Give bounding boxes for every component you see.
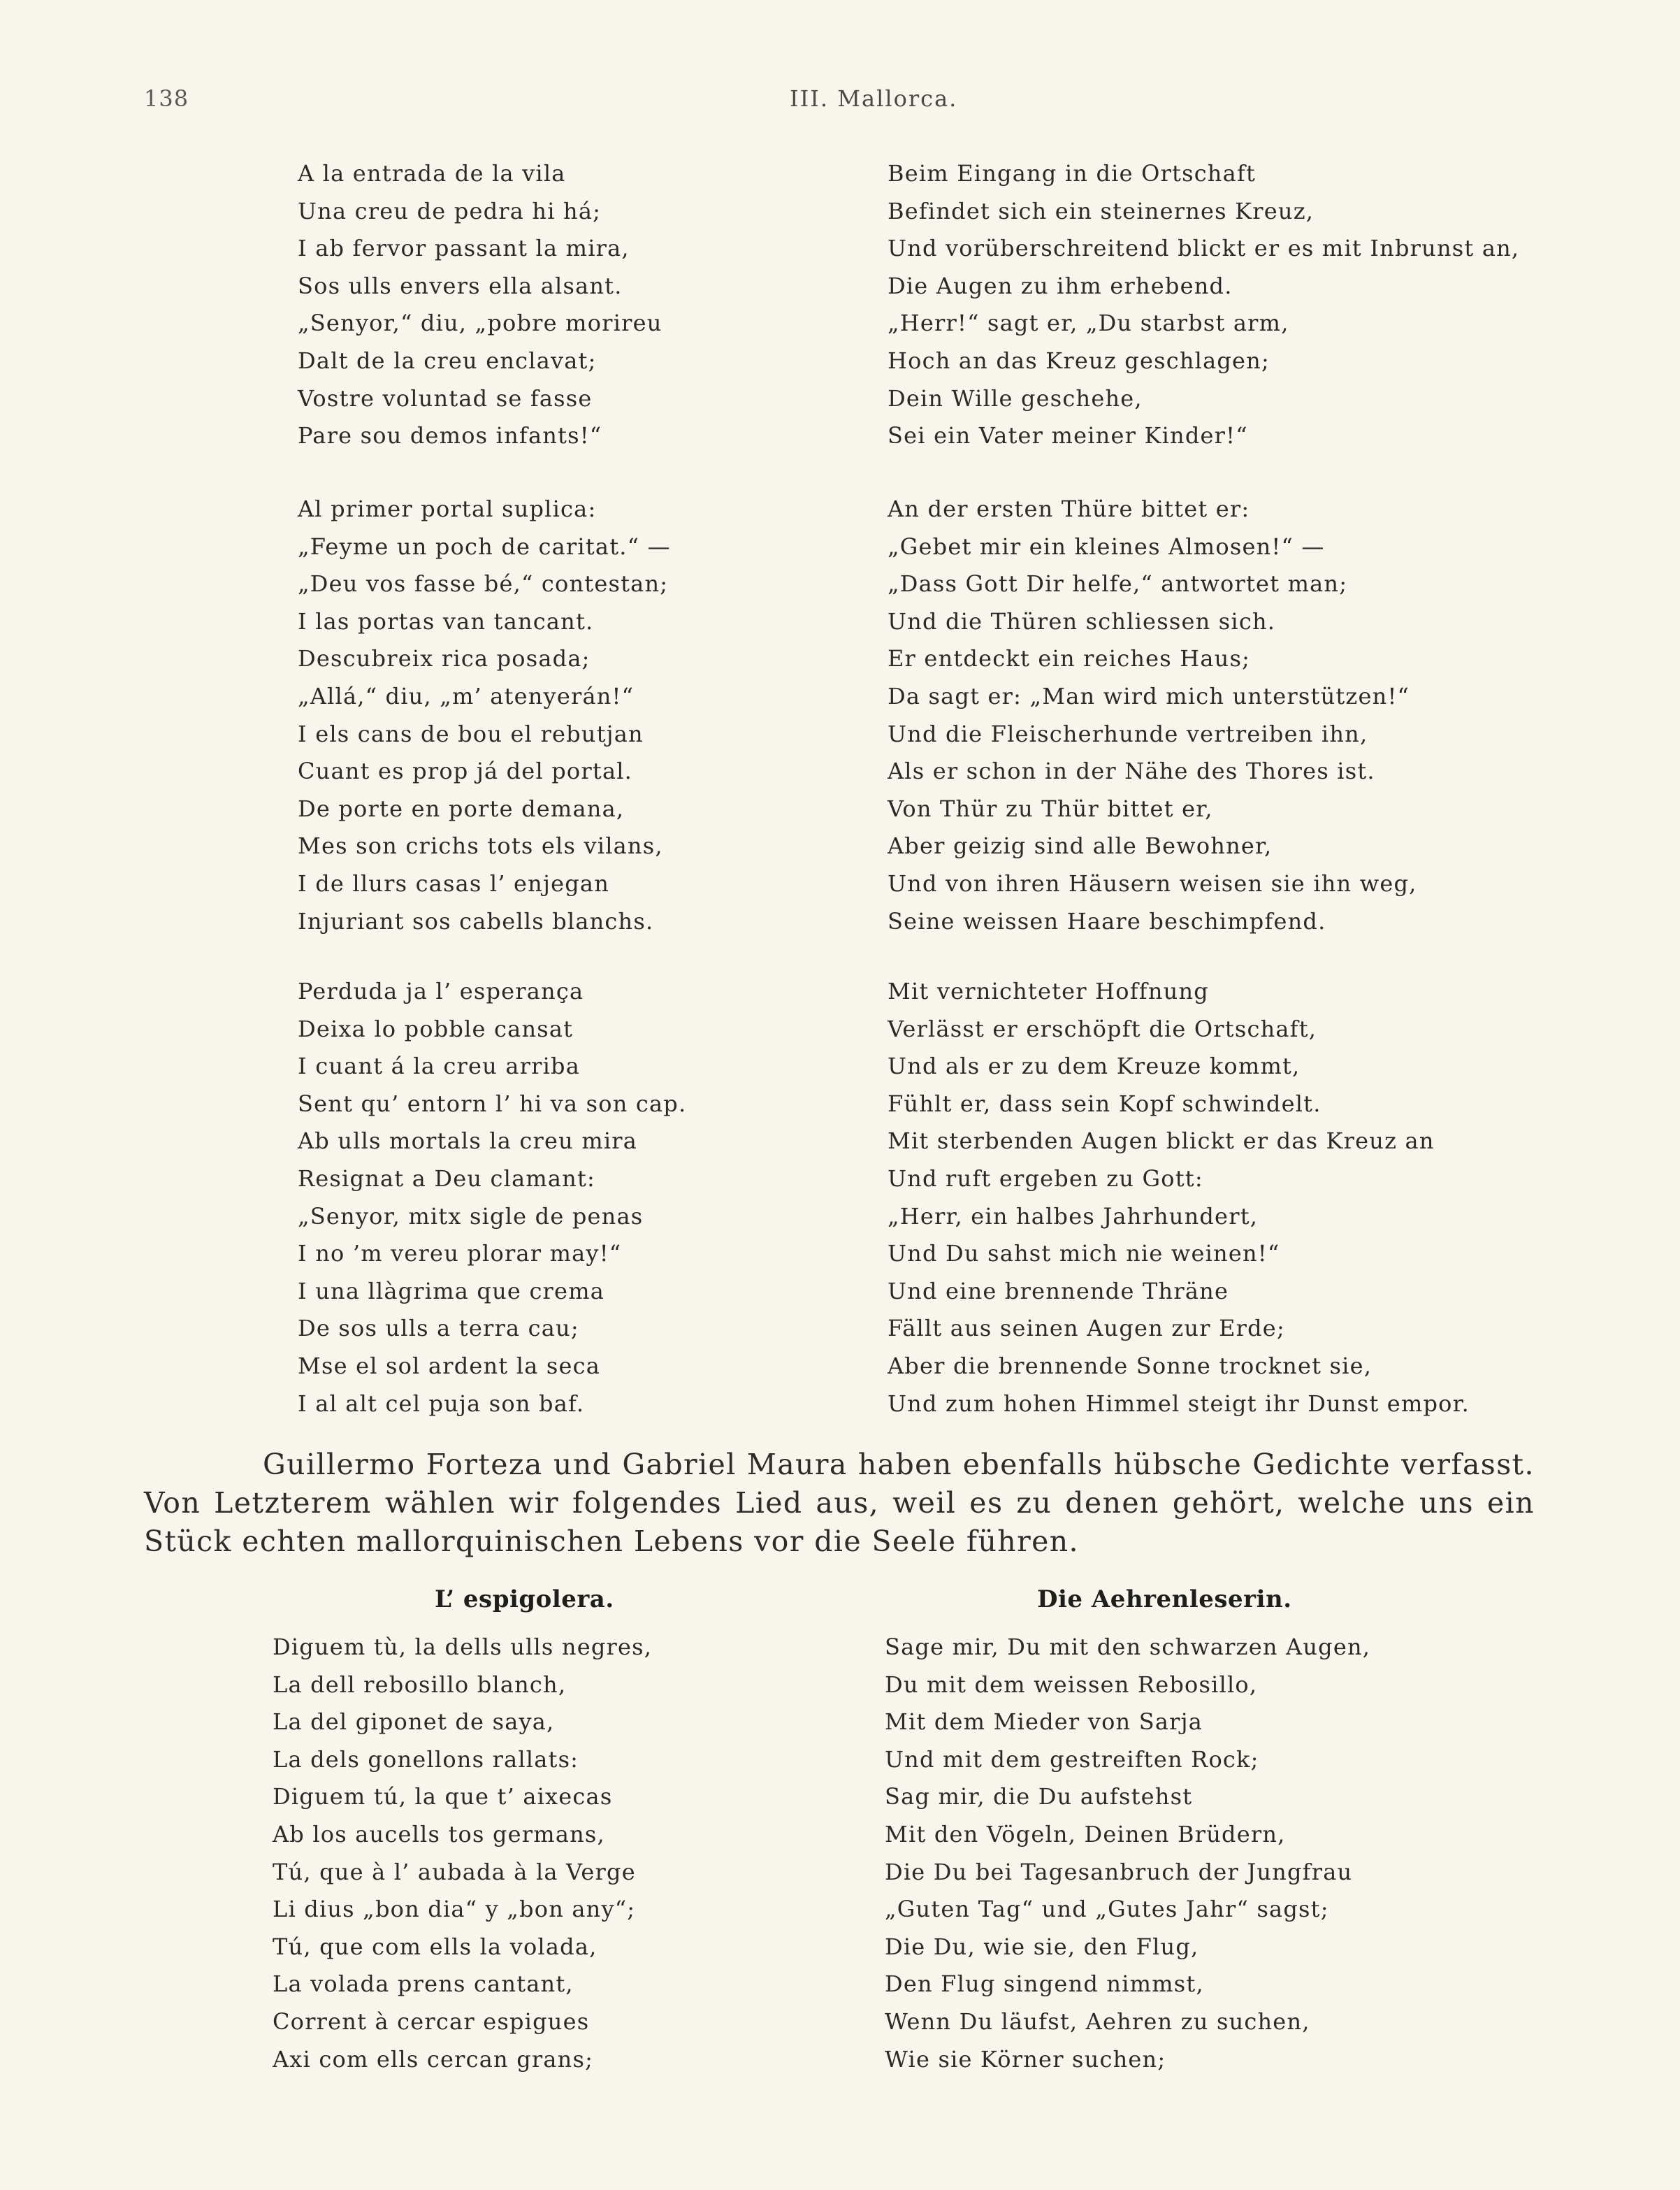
verse-line: Verlässt er erschöpft die Ortschaft, xyxy=(888,1015,1317,1042)
verse-line: Mse el sol ardent la seca xyxy=(298,1352,601,1379)
verse-line: Sag mir, die Du aufstehst xyxy=(885,1783,1193,1810)
verse-line: Dein Wille geschehe, xyxy=(888,384,1143,412)
verse-line: Pare sou demos infants!“ xyxy=(298,422,602,449)
verse-line: I no ’m vereu plorar may!“ xyxy=(298,1240,622,1267)
stanza-2-catalan xyxy=(298,491,671,940)
verse-line: Tú, que com ells la volada, xyxy=(273,1933,598,1960)
verse-line: Die Du, wie sie, den Flug, xyxy=(885,1933,1199,1960)
verse-line: Descubreix rica posada; xyxy=(298,645,591,672)
verse-line: I al alt cel puja son baf. xyxy=(298,1390,585,1417)
stanza-3-german xyxy=(888,973,1470,1422)
verse-line: La del giponet de saya, xyxy=(273,1708,555,1736)
verse-line: Aber geizig sind alle Bewohner, xyxy=(888,833,1273,860)
verse-line: Und ruft ergeben zu Gott: xyxy=(888,1165,1203,1192)
verse-line: „Allá,“ diu, „m’ atenyerán!“ xyxy=(298,682,635,709)
verse-line: I de llurs casas l’ enjegan xyxy=(298,870,610,897)
verse-line: Mes son crichs tots els vilans, xyxy=(298,833,663,860)
verse-line: Resignat a Deu clamant: xyxy=(298,1165,596,1192)
verse-line: De sos ulls a terra cau; xyxy=(298,1315,579,1342)
verse-line: Sage mir, Du mit den schwarzen Augen, xyxy=(885,1634,1371,1660)
catalan-poem-title: L’ espigolera. xyxy=(435,1585,614,1613)
verse-line: Perduda ja l’ esperança xyxy=(298,978,584,1004)
stanza-1-catalan xyxy=(298,155,662,455)
verse-line: Mit den Vögeln, Deinen Brüdern, xyxy=(885,1820,1286,1847)
verse-line: Und mit dem gestreiften Rock; xyxy=(885,1745,1259,1773)
verse-line: Una creu de pedra hi há; xyxy=(298,197,602,224)
verse-line: „Deu vos fasse bé,“ contestan; xyxy=(298,570,669,598)
verse-line: Und die Thüren schliessen sich. xyxy=(888,607,1276,635)
poem-german xyxy=(885,1629,1370,2078)
stanza-2-german xyxy=(888,491,1417,940)
verse-line: Diguem tù, la dells ulls negres, xyxy=(273,1634,653,1660)
verse-line: Ab los aucells tos germans, xyxy=(273,1820,605,1847)
verse-line: La volada prens cantant, xyxy=(273,1971,574,1998)
verse-line: Befindet sich ein steinernes Kreuz, xyxy=(888,197,1315,224)
verse-line: Die Augen zu ihm erhebend. xyxy=(888,272,1233,299)
verse-line: Dalt de la creu enclavat; xyxy=(298,347,597,374)
verse-line: Injuriant sos cabells blanchs. xyxy=(298,907,654,935)
verse-line: Tú, que à l’ aubada à la Verge xyxy=(273,1858,636,1885)
verse-line: I ab fervor passant la mira, xyxy=(298,235,630,262)
verse-line: Und von ihren Häusern weisen sie ihn weg, xyxy=(888,870,1417,897)
verse-line: „Guten Tag“ und „Gutes Jahr“ sagst; xyxy=(885,1896,1329,1923)
verse-line: Deixa lo pobble cansat xyxy=(298,1015,574,1042)
verse-line: „Dass Gott Dir helfe,“ antwortet man; xyxy=(888,570,1348,598)
verse-line: Sei ein Vater meiner Kinder!“ xyxy=(888,422,1248,449)
verse-line: Da sagt er: „Man wird mich unterstützen!“ xyxy=(888,682,1410,709)
prose-paragraph: Guillermo Forteza und Gabriel Maura haben ebenfalls hübsche Gedichte verfasst. Von Letzterem wählen wir folgendes Lied aus, weil es zu denen gehört, welche uns ein Stück echten mallorquinischen Lebens vor die Seele führen. xyxy=(144,1448,1535,1558)
verse-line: Fühlt er, dass sein Kopf schwindelt. xyxy=(888,1090,1321,1117)
verse-line: An der ersten Thüre bittet er: xyxy=(888,496,1250,522)
verse-line: „Feyme un poch de caritat.“ — xyxy=(298,533,671,560)
verse-line: La dell rebosillo blanch, xyxy=(273,1671,567,1698)
verse-line: Ab ulls mortals la creu mira xyxy=(298,1128,638,1155)
verse-line: Li dius „bon dia“ y „bon any“; xyxy=(273,1896,636,1923)
stanza-3-catalan xyxy=(298,973,686,1422)
verse-line: Aber die brennende Sonne trocknet sie, xyxy=(888,1352,1373,1379)
verse-line: „Gebet mir ein kleines Almosen!“ — xyxy=(888,533,1325,560)
verse-line: Fällt aus seinen Augen zur Erde; xyxy=(888,1315,1285,1342)
verse-line: „Senyor, mitx sigle de penas xyxy=(298,1202,644,1230)
verse-line: Und als er zu dem Kreuze kommt, xyxy=(888,1053,1301,1080)
verse-line: Hoch an das Kreuz geschlagen; xyxy=(888,347,1270,374)
verse-line: Den Flug singend nimmst, xyxy=(885,1971,1204,1998)
verse-line: Als er schon in der Nähe des Thores ist. xyxy=(888,758,1375,785)
verse-line: La dels gonellons rallats: xyxy=(273,1745,579,1773)
verse-line: Axi com ells cercan grans; xyxy=(273,2045,594,2073)
verse-line: Wenn Du läufst, Aehren zu suchen, xyxy=(885,2008,1310,2035)
verse-line: „Herr, ein halbes Jahrhundert, xyxy=(888,1202,1259,1230)
stanza-1-german xyxy=(888,155,1519,455)
verse-line: De porte en porte demana, xyxy=(298,795,625,822)
poem-catalan xyxy=(273,1629,652,2078)
verse-line: I els cans de bou el rebutjan xyxy=(298,720,644,747)
verse-line: Die Du bei Tagesanbruch der Jungfrau xyxy=(885,1858,1353,1885)
verse-line: I cuant á la creu arriba xyxy=(298,1053,581,1080)
verse-line: Beim Eingang in die Ortschaft xyxy=(888,160,1257,187)
verse-line: A la entrada de la vila xyxy=(298,160,566,187)
verse-line: Und eine brennende Thräne xyxy=(888,1277,1229,1304)
verse-line: Er entdeckt ein reiches Haus; xyxy=(888,645,1251,672)
verse-line: Mit sterbenden Augen blickt er das Kreuz an xyxy=(888,1128,1435,1155)
verse-line: „Herr!“ sagt er, „Du starbst arm, xyxy=(888,310,1289,337)
verse-line: Seine weissen Haare beschimpfend. xyxy=(888,907,1326,935)
verse-line: Du mit dem weissen Rebosillo, xyxy=(885,1671,1258,1698)
verse-line: Und Du sahst mich nie weinen!“ xyxy=(888,1240,1280,1267)
verse-line: „Senyor,“ diu, „pobre morireu xyxy=(298,310,662,337)
verse-line: Sent qu’ entorn l’ hi va son cap. xyxy=(298,1090,687,1117)
german-poem-title: Die Aehrenleserin. xyxy=(1037,1585,1292,1613)
verse-line: Sos ulls envers ella alsant. xyxy=(298,272,623,299)
running-title: III. Mallorca. xyxy=(790,85,958,112)
verse-line: Cuant es prop já del portal. xyxy=(298,758,633,785)
verse-line: Von Thür zu Thür bittet er, xyxy=(888,795,1213,822)
verse-line: Und die Fleischerhunde vertreiben ihn, xyxy=(888,720,1368,747)
verse-line: Al primer portal suplica: xyxy=(298,496,597,522)
verse-line: Mit vernichteter Hoffnung xyxy=(888,978,1209,1004)
page-number: 138 xyxy=(144,85,189,112)
verse-line: Und vorüberschreitend blickt er es mit Inbrunst an, xyxy=(888,235,1520,262)
verse-line: Und zum hohen Himmel steigt ihr Dunst empor. xyxy=(888,1390,1470,1417)
verse-line: Mit dem Mieder von Sarja xyxy=(885,1708,1203,1736)
verse-line: Wie sie Körner suchen; xyxy=(885,2045,1166,2073)
verse-line: Vostre voluntad se fasse xyxy=(298,384,593,412)
verse-line: Corrent à cercar espigues xyxy=(273,2008,590,2035)
verse-line: I una llàgrima que crema xyxy=(298,1277,605,1304)
verse-line: Diguem tú, la que t’ aixecas xyxy=(273,1783,613,1810)
verse-line: I las portas van tancant. xyxy=(298,607,594,635)
